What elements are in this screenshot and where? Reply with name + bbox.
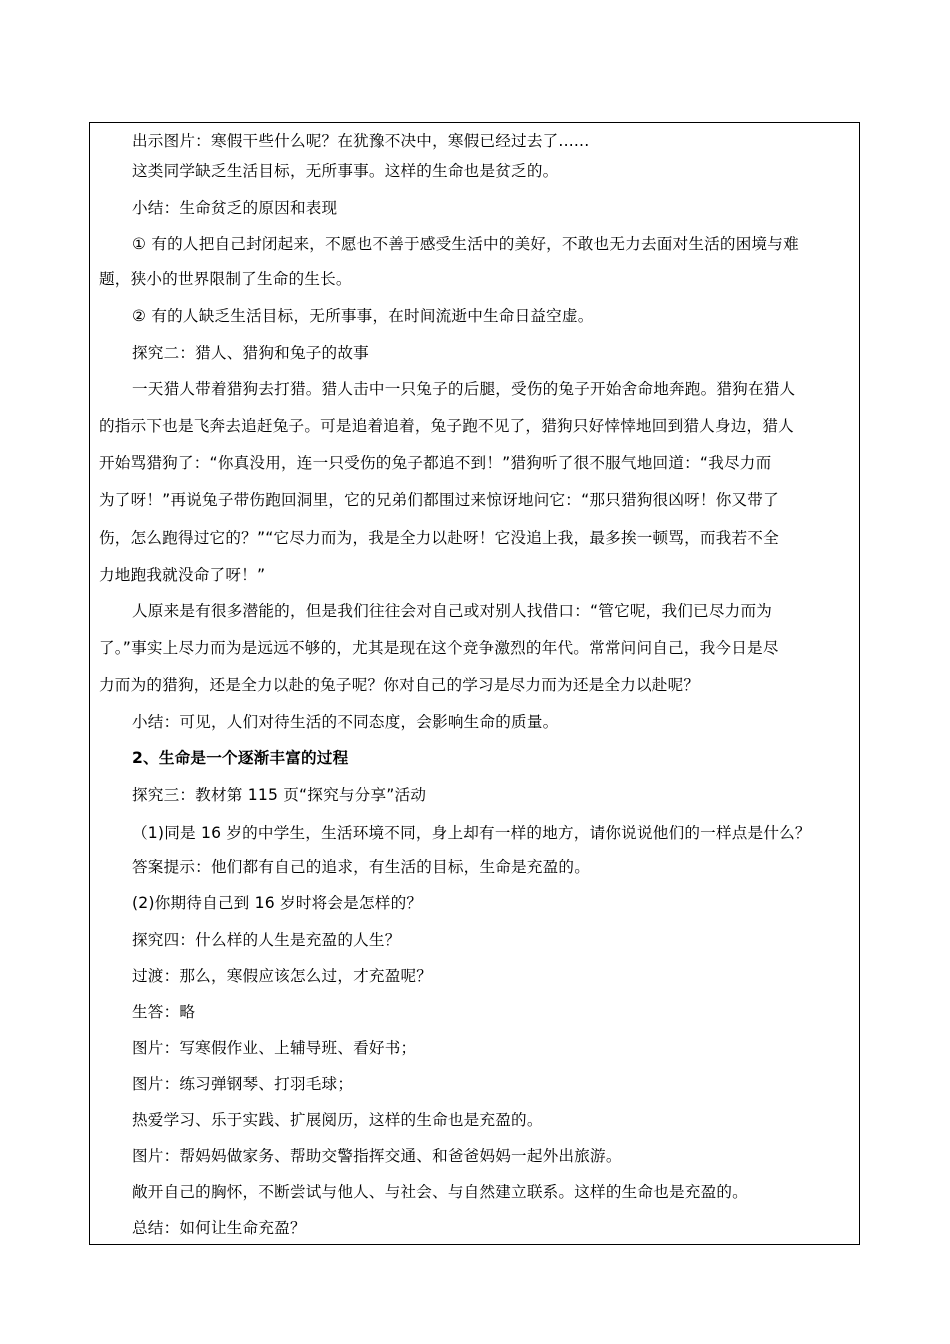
text-line: 图片：写寒假作业、上辅导班、看好书； — [132, 1039, 417, 1057]
text-line: 探究三：教材第 115 页“探究与分享”活动 — [132, 786, 427, 804]
text-line: 小结：生命贫乏的原因和表现 — [132, 199, 338, 217]
text-line: (2)你期待自己到 16 岁时将会是怎样的？ — [132, 894, 423, 912]
text-line: 出示图片：寒假干些什么呢？在犹豫不决中，寒假已经过去了...... — [132, 132, 590, 150]
text-line: ② 有的人缺乏生活目标，无所事事，在时间流逝中生命日益空虚。 — [132, 307, 594, 325]
text-line: 了。”事实上尽力而为是远远不够的，尤其是现在这个竞争激烈的年代。常常问问自己，我今日是尽 — [99, 639, 779, 657]
text-line: 过渡：那么，寒假应该怎么过，才充盈呢？ — [132, 967, 433, 985]
text-line: 这类同学缺乏生活目标，无所事事。这样的生命也是贫乏的。 — [132, 162, 559, 180]
text-line: ① 有的人把自己封闭起来，不愿也不善于感受生活中的美好，不敢也无力去面对生活的困境与难 — [132, 235, 799, 253]
content-table-cell — [89, 122, 860, 1245]
text-line: 总结：如何让生命充盈？ — [132, 1219, 306, 1237]
text-line: 图片：练习弹钢琴、打羽毛球； — [132, 1075, 354, 1093]
text-line: 伤，怎么跑得过它的？”“它尽力而为，我是全力以赴呀！它没追上我，最多挨一顿骂，而我若不全 — [99, 529, 779, 547]
text-line: 敞开自己的胸怀，不断尝试与他人、与社会、与自然建立联系。这样的生命也是充盈的。 — [132, 1183, 748, 1201]
section-heading: 2、生命是一个逐渐丰富的过程 — [132, 749, 349, 767]
text-line: 一天猎人带着猎狗去打猎。猎人击中一只兔子的后腿，受伤的兔子开始舍命地奔跑。猎狗在猎人 — [132, 380, 796, 398]
text-line: 答案提示：他们都有自己的追求，有生活的目标，生命是充盈的。 — [132, 858, 591, 876]
text-line: 的指示下也是飞奔去追赶兔子。可是追着追着，兔子跑不见了，猎狗只好悻悻地回到猎人身边，猎人 — [99, 417, 794, 435]
text-line: 探究四：什么样的人生是充盈的人生？ — [132, 931, 401, 949]
text-line: 人原来是有很多潜能的，但是我们往往会对自己或对别人找借口：“管它呢，我们已尽力而为 — [132, 602, 773, 620]
text-line: 开始骂猎狗了：“你真没用，连一只受伤的兔子都追不到！”猎狗听了很不服气地回道：“我尽力而 — [99, 454, 772, 472]
text-line: 图片：帮妈妈做家务、帮助交警指挥交通、和爸爸妈妈一起外出旅游。 — [132, 1147, 622, 1165]
text-line: 小结：可见，人们对待生活的不同态度，会影响生命的质量。 — [132, 713, 559, 731]
text-line: 探究二：猎人、猎狗和兔子的故事 — [132, 344, 369, 362]
text-line: 力而为的猎狗，还是全力以赴的兔子呢？你对自己的学习是尽力而为还是全力以赴呢？ — [99, 676, 700, 694]
text-line: 生答：略 — [132, 1003, 196, 1021]
text-line: （1)同是 16 岁的中学生，生活环境不同，身上却有一样的地方，请你说说他们的一样点是什么？ — [132, 824, 811, 842]
text-line: 题，狭小的世界限制了生命的生长。 — [99, 270, 352, 288]
text-line: 热爱学习、乐于实践、扩展阅历，这样的生命也是充盈的。 — [132, 1111, 543, 1129]
text-line: 为了呀！”再说兔子带伤跑回洞里，它的兄弟们都围过来惊讶地问它：“那只猎狗很凶呀！你又带了 — [99, 491, 779, 509]
text-line: 力地跑我就没命了呀！” — [99, 566, 266, 584]
